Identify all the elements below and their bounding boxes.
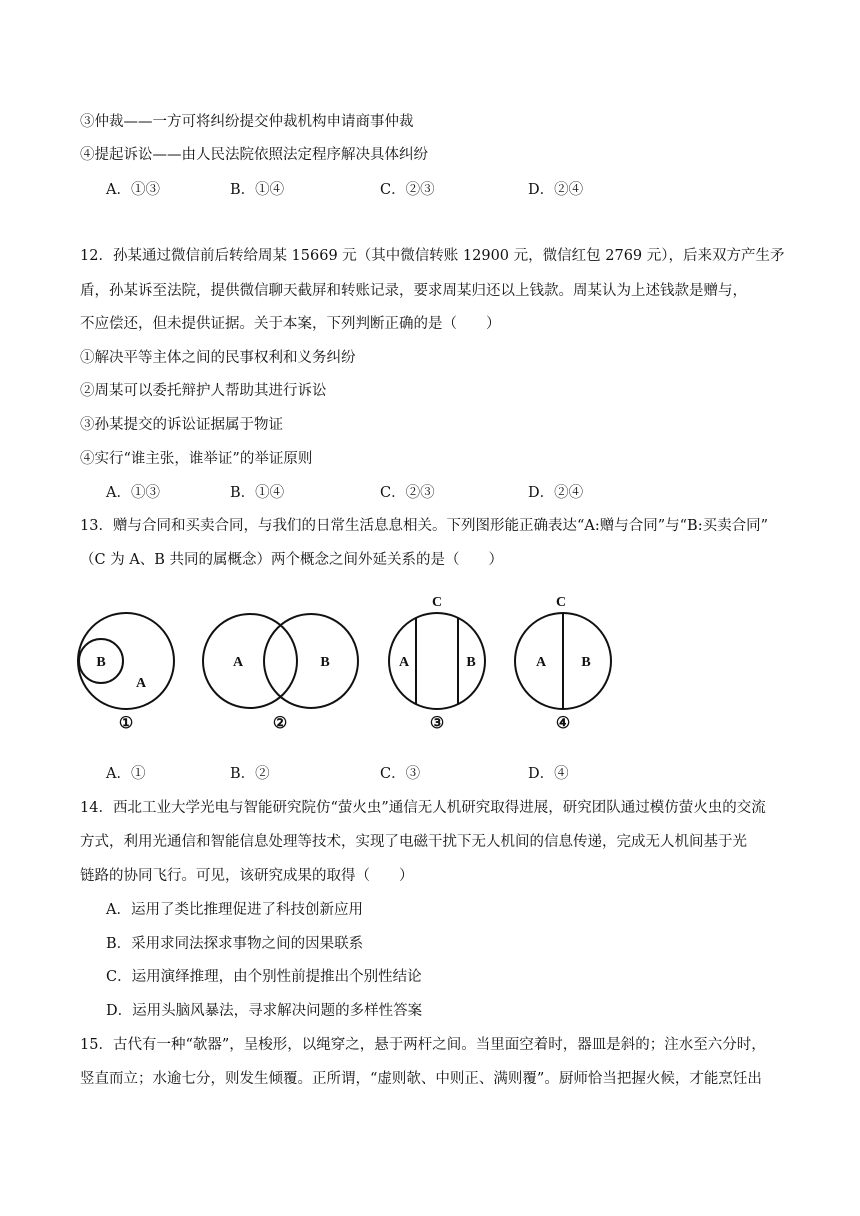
q12-stem-line-3: 不应偿还，但未提供证据。关于本案，下列判断正确的是（ ） — [80, 316, 501, 332]
fig4-number: ④ — [555, 715, 571, 732]
fig3-right-label: B — [466, 655, 476, 670]
q12-option-b: B．①④ — [230, 485, 285, 501]
q13-stem-line-1: 13．赠与合同和买卖合同，与我们的日常生活息息相关。下列图形能正确表达“A:赠与合同”与“B:买卖合同” — [80, 518, 768, 534]
q12-item-2: ②周某可以委托辩护人帮助其进行诉讼 — [80, 383, 327, 399]
q12-item-1: ①解决平等主体之间的民事权利和义务纠纷 — [80, 350, 356, 366]
q14-option-c: C．运用演绎推理，由个别性前提推出个别性结论 — [106, 969, 422, 985]
fig2-left-label: A — [232, 655, 244, 670]
fig3-left-label: A — [398, 655, 410, 670]
q13-stem-line-2: （C 为 A、B 共同的属概念）两个概念之间外延关系的是（ ） — [80, 552, 504, 568]
fig1-inner-label: B — [96, 655, 106, 670]
q12-option-d: D．②④ — [528, 485, 584, 501]
fig1-number: ① — [118, 715, 134, 732]
venn-figure-1 — [78, 613, 174, 732]
q12-item-4: ④实行“谁主张，谁举证”的举证原则 — [80, 451, 313, 467]
q11-option-c: C．②③ — [380, 182, 435, 198]
fig4-left-label: A — [535, 655, 547, 670]
q11-option-d: D．②④ — [528, 182, 584, 198]
venn-figure-2 — [203, 614, 358, 732]
fig1-outer-label: A — [135, 676, 147, 691]
venn-figure-3 — [389, 595, 485, 732]
q14-stem-line-2: 方式，利用光通信和智能信息处理等技术，实现了电磁干扰下无人机间的信息传递，完成无人机间基于光 — [80, 834, 747, 850]
q14-option-d: D．运用头脑风暴法，寻求解决问题的多样性答案 — [106, 1003, 423, 1019]
fig3-top-label: C — [431, 595, 443, 610]
q14-option-a: A．运用了类比推理促进了科技创新应用 — [106, 902, 363, 918]
fig2-right-label: B — [320, 655, 330, 670]
q12-stem-line-1: 12．孙某通过微信前后转给周某 15669 元（其中微信转账 12900 元，微信红包 2769 元），后来双方产生矛 — [80, 248, 785, 264]
fig4-top-label: C — [555, 595, 567, 610]
q13-option-d: D．④ — [528, 766, 569, 782]
q15-stem-line-2: 竖直而立；水逾七分，则发生倾覆。正所谓，“虚则欹、中则正、满则覆”。厨师恰当把握火候，才能烹饪出 — [80, 1071, 762, 1087]
q13-option-c: C．③ — [380, 766, 421, 782]
q15-stem-line-1: 15．古代有一种“欹器”，呈梭形，以绳穿之，悬于两杆之间。当里面空着时，器皿是斜的；注水至六分时， — [80, 1037, 766, 1053]
fig4-right-label: B — [581, 655, 591, 670]
q13-option-b: B．② — [230, 766, 270, 782]
q12-option-c: C．②③ — [380, 485, 435, 501]
q13-option-a: A．① — [106, 766, 146, 782]
fig2-number: ② — [272, 715, 288, 732]
q11-option-a: A．①③ — [106, 182, 160, 198]
q11-item-4: ④提起诉讼——由人民法院依照法定程序解决具体纠纷 — [80, 147, 428, 163]
q12-item-3: ③孙某提交的诉讼证据属于物证 — [80, 417, 283, 433]
q12-option-a: A．①③ — [106, 485, 160, 501]
q13-venn-diagrams — [0, 590, 860, 750]
q11-item-3: ③仲裁——一方可将纠纷提交仲裁机构申请商事仲裁 — [80, 114, 414, 130]
q12-stem-line-2: 盾，孙某诉至法院，提供微信聊天截屏和转账记录，要求周某归还以上钱款。周某认为上述钱款是赠与， — [80, 283, 747, 299]
q14-stem-line-1: 14．西北工业大学光电与智能研究院仿“萤火虫”通信无人机研究取得进展，研究团队通过模仿萤火虫的交流 — [80, 800, 766, 816]
fig3-number: ③ — [429, 715, 445, 732]
q14-stem-line-3: 链路的协同飞行。可见，该研究成果的取得（ ） — [80, 868, 414, 884]
q14-option-b: B．采用求同法探求事物之间的因果联系 — [106, 936, 364, 952]
q11-option-b: B．①④ — [230, 182, 285, 198]
venn-figure-4 — [515, 595, 611, 732]
